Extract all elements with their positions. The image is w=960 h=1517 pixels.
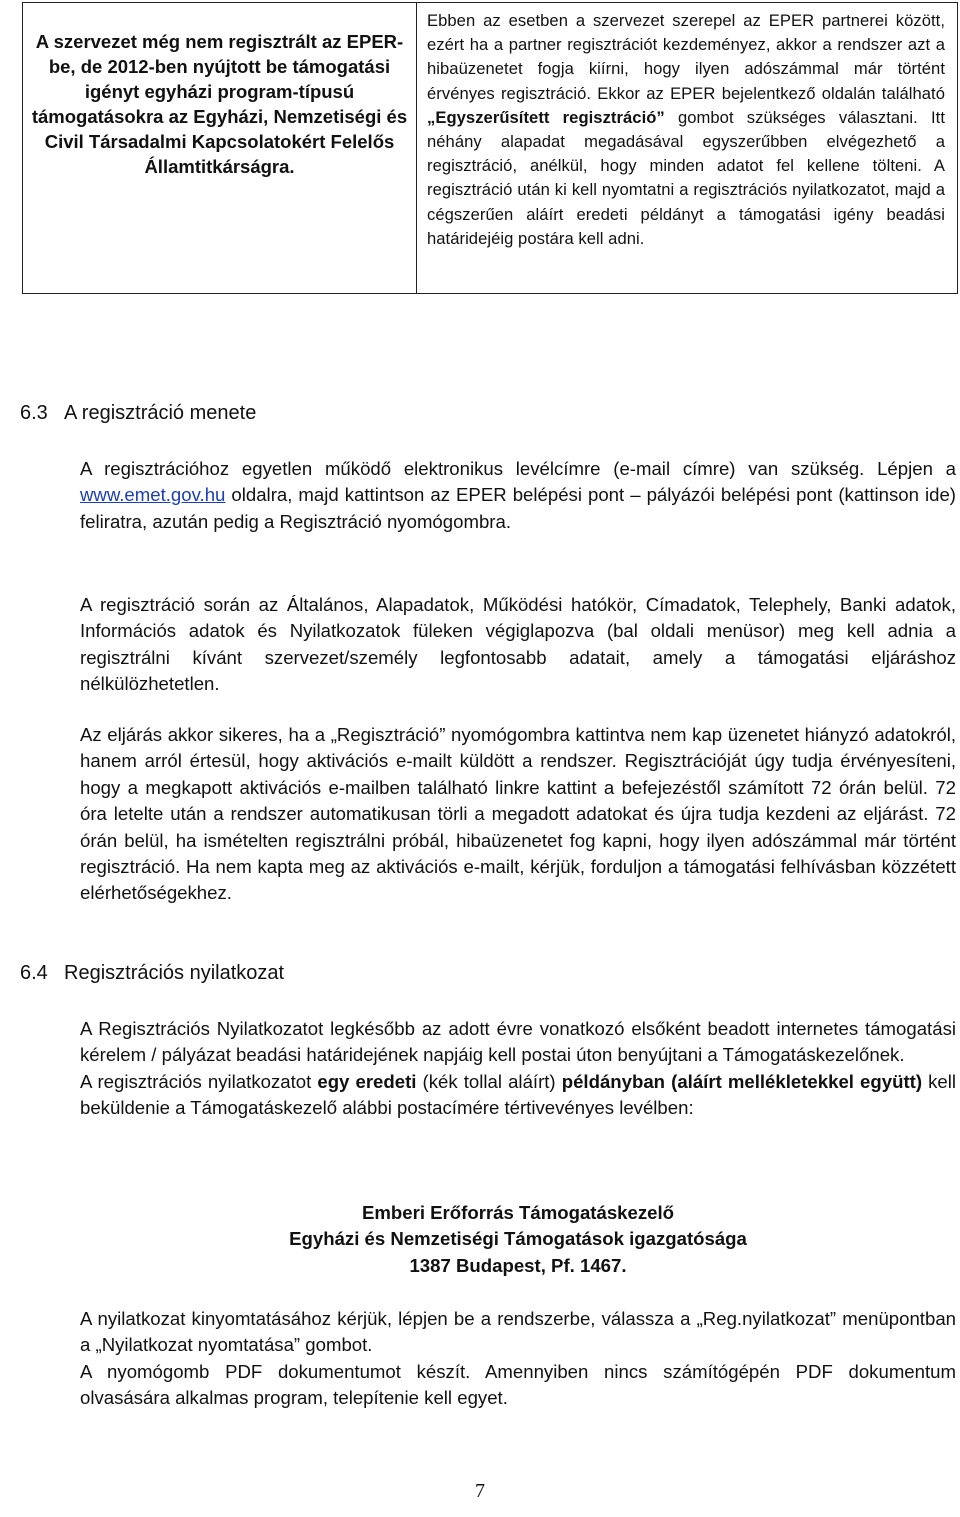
section-6-3-paragraph-3: Az eljárás akkor sikeres, ha a „Regisztráció” nyomógombra kattintva nem kap üzenetet hiányzó adatokról, hanem arról értesül, hogy aktivációs e-mailt küldött a rendszer. Regisztrációját úgy tudja érvényesíteni, hogy a megkapott aktivációs e-mailben található linkre kattint a befejezéstől számított 72 órán belül. 72 óra letelte után a rendszer automatikusan törli a megadott adatokat és újra tudja kezdeni az eljárást. 72 órán belül, ha ismételten regisztrálni próbál, hibaüzenetet fog kapni, hogy ilyen adószámmal már történt regisztráció. Ha nem kapta meg az aktivációs e-mailt, kérjük, forduljon a támogatási felhívásban közzétett elérhetőségekhez. <box>80 724 956 904</box>
table-right-text: Ebben az esetben a szervezet szerepel az EPER partnerei között, ezért ha a partner regisztrációt kezdeményez, akkor a rendszer azt a hibaüzenetet fogja kiírni, hogy ilyen adószámmal már történt érvényes regisztráció. Ekkor az EPER bejelentkező oldalán található „Egyszerűsített regisztráció” gombot szükséges választani. Itt néhány alapadat megadásával egyszerűbben elvégezhető a regisztráció, anélkül, hogy minden adatot fel kellene tölteni. A regisztráció után ki kell nyomtatni a regisztrációs nyilatkozatot, majd a cégszerűen aláírt eredeti példányt a támogatási igény beadási határidejéig postára kell adni. <box>427 11 945 248</box>
simplified-registration-label: „Egyszerűsített regisztráció” <box>427 107 665 127</box>
page-number: 7 <box>475 1480 485 1502</box>
section-6-4-paragraph-3: A nyilatkozat kinyomtatásához kérjük, lépjen be a rendszerbe, válassza a „Reg.nyilatkozat” menüpontban a „Nyilatkozat nyomtatása” gombot. A nyomógomb PDF dokumentumot készít. Amennyiben nincs számítógépén PDF dokumentum olvasására alkalmas program, telepítenie kell egyet. <box>80 1306 956 1412</box>
section-number: 6.4 <box>20 962 48 984</box>
address-line-2: Egyházi és Nemzetiségi Támogatások igazgatósága <box>289 1228 747 1250</box>
section-number: 6.3 <box>20 402 48 424</box>
section-heading-6-4 <box>20 962 284 985</box>
section-6-3-paragraph-1: A regisztrációhoz egyetlen működő elektronikus levélcímre (e-mail címre) van szükség. Lépjen a www.emet.gov.hu oldalra, majd kattintson az EPER belépési pont – pályázói belépési pont (kattinson ide) feliratra, azután pedig a Regisztráció nyomógombra. <box>80 458 956 532</box>
info-table <box>22 2 958 294</box>
table-right-cell <box>417 3 957 293</box>
section-title: Regisztrációs nyilatkozat <box>64 962 285 984</box>
section-heading-6-3 <box>20 402 256 425</box>
address-line-3: 1387 Budapest, Pf. 1467. <box>409 1254 627 1276</box>
section-6-4-paragraph-2: A regisztrációs nyilatkozatot egy eredeti (kék tollal aláírt) példányban (aláírt mellékletekkel együtt) kell beküldenie a Támogatáskezelő alábbi postacímére tértivevényes levélben: <box>80 1070 957 1119</box>
section-title: A regisztráció menete <box>64 402 257 424</box>
address-line-1: Emberi Erőforrás Támogatáskezelő <box>361 1202 675 1223</box>
table-left-text: A szervezet még nem regisztrált az EPER-be, de 2012-ben nyújtott be támogatási igényt egyházi program-típusú támogatásokra az Egyházi, Nemzetiségi és Civil Társadalmi Kapcsolatokért Felelős Államtitkárságra. <box>31 31 408 177</box>
section-6-4-paragraph-4: A nyomógomb PDF dokumentumot készít. Amennyiben nincs számítógépén PDF dokumentum olvasására alkalmas program, telepítenie kell egyet. <box>80 1360 956 1409</box>
table-left-cell <box>23 3 417 293</box>
section-6-3-paragraph-2: A regisztráció során az Általános, Alapadatok, Működési hatókör, Címadatok, Telephely, Banki adatok, Információs adatok és Nyilatkozatok füleken végiglapozva (bal oldali menüsor) meg kell adnia a regisztrálni kívánt szervezet/személy legfontosabb adatait, amely a támogatási eljáráshoz nélkülözhetetlen. <box>80 594 956 695</box>
section-6-4-paragraph-1: A Regisztrációs Nyilatkozatot legkésőbb az adott évre vonatkozó elsőként beadott internetes támogatási kérelem / pályázat beadási határidejének napjáig kell postai úton benyújtani a Támogatáskezelőnek. A regisztrációs nyilatkozatot egy eredeti (kék tollal aláírt) példányban (aláírt mellékletekkel együtt) kell beküldenie a Támogatáskezelő alábbi postacímére tértivevényes levélben: <box>80 1016 956 1122</box>
emet-website-link[interactable]: www.emet.gov.hu <box>80 484 226 506</box>
postal-address <box>80 1200 956 1279</box>
